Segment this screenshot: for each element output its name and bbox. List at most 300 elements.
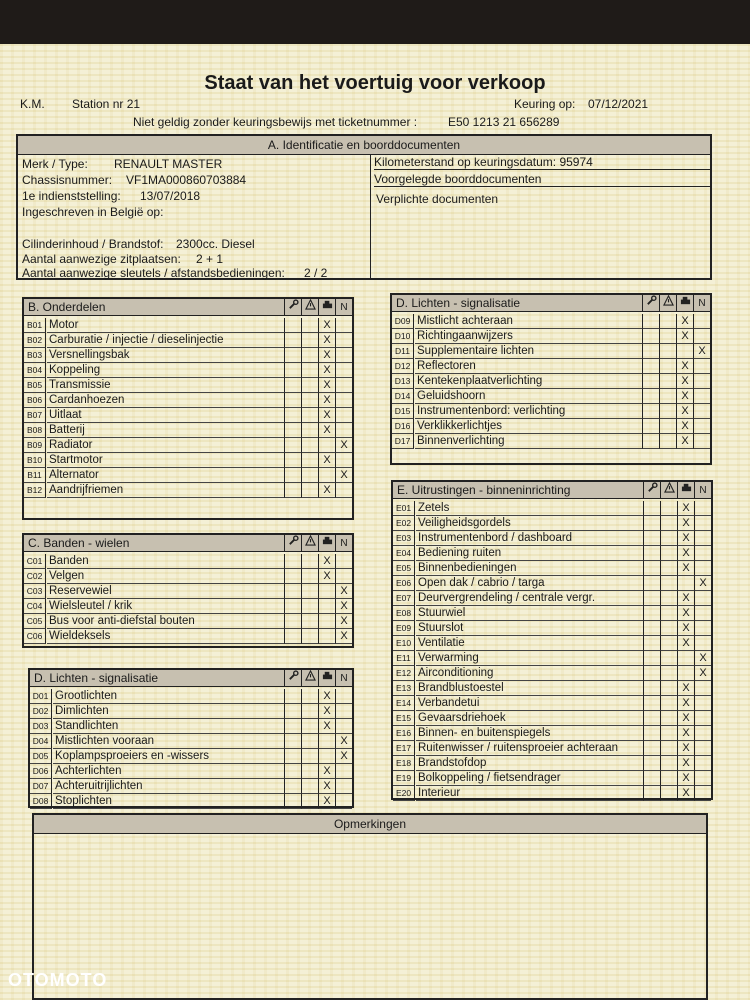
check-cell bbox=[660, 726, 677, 741]
row-code: D11 bbox=[392, 344, 414, 359]
check-cell bbox=[284, 704, 301, 719]
indienst-value: 13/07/2018 bbox=[140, 189, 201, 203]
check-cell: X bbox=[318, 554, 335, 569]
check-cell bbox=[660, 786, 677, 801]
checklist-row bbox=[392, 344, 710, 359]
checklist-row bbox=[393, 696, 711, 711]
row-label: Transmissie bbox=[47, 378, 284, 393]
check-cell bbox=[318, 734, 335, 749]
background-strip bbox=[0, 0, 750, 48]
check-cell bbox=[335, 378, 352, 393]
row-code: D06 bbox=[30, 764, 52, 779]
check-cell bbox=[660, 651, 677, 666]
check-cell bbox=[335, 689, 352, 704]
check-cell bbox=[301, 408, 318, 423]
row-code: D13 bbox=[392, 374, 414, 389]
check-cell: X bbox=[318, 719, 335, 734]
row-label: Batterij bbox=[47, 423, 284, 438]
row-code: D12 bbox=[392, 359, 414, 374]
row-label: Carburatie / injectie / dieselinjectie bbox=[47, 333, 284, 348]
row-label: Zetels bbox=[416, 501, 643, 516]
row-code: E10 bbox=[393, 636, 415, 651]
check-cell bbox=[643, 786, 660, 801]
section-a bbox=[16, 134, 712, 280]
checklist-row bbox=[393, 726, 711, 741]
check-cell bbox=[694, 561, 711, 576]
checklist-row bbox=[24, 438, 352, 453]
row-label: Alternator bbox=[47, 468, 284, 483]
check-cell bbox=[301, 719, 318, 734]
row-code: B06 bbox=[24, 393, 46, 408]
check-cell bbox=[659, 434, 676, 449]
check-cell bbox=[694, 591, 711, 606]
check-cell bbox=[335, 794, 352, 809]
km-field-label: Kilometerstand op keuringsdatum: bbox=[374, 155, 557, 169]
row-label: Radiator bbox=[47, 438, 284, 453]
row-label: Bediening ruiten bbox=[416, 546, 643, 561]
row-code: B03 bbox=[24, 348, 46, 363]
check-cell bbox=[660, 696, 677, 711]
check-cell bbox=[660, 561, 677, 576]
warning-icon bbox=[301, 670, 318, 687]
check-cell bbox=[301, 764, 318, 779]
row-code: B10 bbox=[24, 453, 46, 468]
checklist-row bbox=[24, 599, 352, 614]
check-cell bbox=[643, 711, 660, 726]
check-cell bbox=[642, 389, 659, 404]
wrench-icon bbox=[284, 670, 301, 687]
check-cell bbox=[643, 606, 660, 621]
check-cell bbox=[301, 794, 318, 809]
check-cell bbox=[284, 629, 301, 644]
row-label: Reflectoren bbox=[415, 359, 642, 374]
wrench-icon bbox=[643, 482, 660, 499]
checklist-row bbox=[393, 561, 711, 576]
row-label: Mistlicht achteraan bbox=[415, 314, 642, 329]
wrench-icon bbox=[284, 535, 301, 552]
check-cell bbox=[660, 516, 677, 531]
voorgelegde-label: Voorgelegde boorddocumenten bbox=[374, 172, 710, 187]
row-code: B01 bbox=[24, 318, 46, 333]
check-cell bbox=[642, 434, 659, 449]
checklist-row bbox=[24, 453, 352, 468]
checklist-row bbox=[24, 348, 352, 363]
check-cell bbox=[284, 719, 301, 734]
checklist-row bbox=[392, 389, 710, 404]
row-label: Standlichten bbox=[53, 719, 284, 734]
checklist-row bbox=[392, 314, 710, 329]
check-cell bbox=[284, 333, 301, 348]
row-label: Banden bbox=[47, 554, 284, 569]
check-cell bbox=[659, 359, 676, 374]
check-cell bbox=[660, 531, 677, 546]
row-code: D08 bbox=[30, 794, 52, 809]
row-label: Dimlichten bbox=[53, 704, 284, 719]
check-cell bbox=[318, 584, 335, 599]
row-code: E16 bbox=[393, 726, 415, 741]
check-cell bbox=[643, 621, 660, 636]
check-cell: X bbox=[677, 501, 694, 516]
check-cell: X bbox=[335, 438, 352, 453]
checklist-row bbox=[30, 719, 352, 734]
check-cell: X bbox=[677, 516, 694, 531]
checklist-row bbox=[30, 779, 352, 794]
keuring-date: 07/12/2021 bbox=[588, 97, 649, 111]
opmerkingen-box bbox=[32, 813, 708, 1000]
row-label: Stuurwiel bbox=[416, 606, 643, 621]
checklist-row bbox=[30, 764, 352, 779]
km-label: K.M. bbox=[20, 97, 45, 111]
row-code: E13 bbox=[393, 681, 415, 696]
check-cell bbox=[693, 404, 710, 419]
row-label: Grootlichten bbox=[53, 689, 284, 704]
row-code: E05 bbox=[393, 561, 415, 576]
check-cell bbox=[335, 408, 352, 423]
row-label: Ventilatie bbox=[416, 636, 643, 651]
check-cell bbox=[694, 546, 711, 561]
row-code: D14 bbox=[392, 389, 414, 404]
check-cell bbox=[693, 434, 710, 449]
row-label: Kentekenplaatverlichting bbox=[415, 374, 642, 389]
checklist-row bbox=[393, 531, 711, 546]
cilinder-value: 2300cc. Diesel bbox=[176, 237, 255, 251]
check-cell bbox=[643, 681, 660, 696]
check-cell bbox=[694, 711, 711, 726]
car-part-icon bbox=[318, 670, 335, 687]
verplichte-label: Verplichte documenten bbox=[376, 192, 499, 206]
row-code: D17 bbox=[392, 434, 414, 449]
row-code: D03 bbox=[30, 719, 52, 734]
row-label: Mistlichten vooraan bbox=[53, 734, 284, 749]
check-cell: X bbox=[318, 348, 335, 363]
checklist-row bbox=[393, 546, 711, 561]
check-cell: X bbox=[318, 794, 335, 809]
row-code: D15 bbox=[392, 404, 414, 419]
check-cell: X bbox=[677, 531, 694, 546]
check-cell: X bbox=[318, 483, 335, 498]
check-cell bbox=[643, 561, 660, 576]
check-cell: X bbox=[677, 606, 694, 621]
row-label: Stoplichten bbox=[53, 794, 284, 809]
check-cell bbox=[318, 599, 335, 614]
row-code: B05 bbox=[24, 378, 46, 393]
checklist-row bbox=[392, 359, 710, 374]
check-cell bbox=[694, 741, 711, 756]
check-cell bbox=[660, 501, 677, 516]
row-label: Uitlaat bbox=[47, 408, 284, 423]
check-cell: X bbox=[677, 546, 694, 561]
row-code: E04 bbox=[393, 546, 415, 561]
check-cell bbox=[642, 404, 659, 419]
check-cell bbox=[677, 651, 694, 666]
row-code: E11 bbox=[393, 651, 415, 666]
check-cell: X bbox=[335, 599, 352, 614]
check-cell bbox=[659, 314, 676, 329]
check-cell: X bbox=[677, 681, 694, 696]
row-code: E19 bbox=[393, 771, 415, 786]
check-cell bbox=[301, 614, 318, 629]
check-cell bbox=[284, 423, 301, 438]
checklist-row bbox=[24, 629, 352, 644]
check-cell: X bbox=[335, 584, 352, 599]
row-label: Verbandetui bbox=[416, 696, 643, 711]
check-cell: X bbox=[677, 786, 694, 801]
check-cell bbox=[301, 704, 318, 719]
check-cell: X bbox=[676, 374, 693, 389]
row-label: Achteruitrijlichten bbox=[53, 779, 284, 794]
checklist-row bbox=[30, 689, 352, 704]
section-b bbox=[22, 297, 354, 520]
km-field bbox=[374, 155, 710, 170]
row-code: D02 bbox=[30, 704, 52, 719]
check-cell bbox=[643, 546, 660, 561]
checklist-row bbox=[393, 666, 711, 681]
check-cell bbox=[301, 468, 318, 483]
check-cell bbox=[643, 516, 660, 531]
checklist-row bbox=[24, 318, 352, 333]
row-label: Binnenverlichting bbox=[415, 434, 642, 449]
check-cell bbox=[660, 756, 677, 771]
check-cell bbox=[694, 786, 711, 801]
row-code: D09 bbox=[392, 314, 414, 329]
row-label: Richtingaanwijzers bbox=[415, 329, 642, 344]
check-cell bbox=[659, 389, 676, 404]
row-code: B07 bbox=[24, 408, 46, 423]
row-label: Koppeling bbox=[47, 363, 284, 378]
col-n-header: N bbox=[694, 482, 711, 499]
row-label: Instrumentenbord / dashboard bbox=[416, 531, 643, 546]
check-cell bbox=[693, 374, 710, 389]
keuring-label: Keuring op: bbox=[514, 97, 576, 111]
check-cell: X bbox=[335, 734, 352, 749]
check-cell bbox=[660, 546, 677, 561]
check-cell bbox=[284, 584, 301, 599]
checklist-row bbox=[393, 516, 711, 531]
section-a-title: A. Identificatie en boorddocumenten bbox=[18, 136, 710, 155]
row-code: E07 bbox=[393, 591, 415, 606]
row-label: Reservewiel bbox=[47, 584, 284, 599]
check-cell bbox=[284, 348, 301, 363]
checklist-row bbox=[392, 404, 710, 419]
checklist-row bbox=[393, 786, 711, 801]
row-label: Verwarming bbox=[416, 651, 643, 666]
check-cell: X bbox=[318, 704, 335, 719]
row-code: B04 bbox=[24, 363, 46, 378]
check-cell bbox=[301, 393, 318, 408]
col-n-header: N bbox=[335, 670, 352, 687]
check-cell bbox=[284, 689, 301, 704]
check-cell bbox=[677, 576, 694, 591]
check-cell bbox=[335, 318, 352, 333]
row-code: E18 bbox=[393, 756, 415, 771]
check-cell bbox=[301, 318, 318, 333]
check-cell: X bbox=[676, 404, 693, 419]
check-cell bbox=[642, 359, 659, 374]
check-cell bbox=[284, 569, 301, 584]
row-code: C06 bbox=[24, 629, 46, 644]
check-cell bbox=[284, 408, 301, 423]
check-cell bbox=[643, 666, 660, 681]
row-label: Open dak / cabrio / targa bbox=[416, 576, 643, 591]
row-code: E12 bbox=[393, 666, 415, 681]
check-cell: X bbox=[318, 764, 335, 779]
section-title: D. Lichten - signalisatie bbox=[30, 670, 284, 687]
check-cell bbox=[301, 569, 318, 584]
check-cell bbox=[301, 599, 318, 614]
check-cell bbox=[693, 389, 710, 404]
check-cell: X bbox=[676, 434, 693, 449]
check-cell bbox=[660, 666, 677, 681]
section-c bbox=[22, 533, 354, 648]
checklist-row bbox=[30, 704, 352, 719]
check-cell bbox=[284, 393, 301, 408]
check-cell: X bbox=[676, 419, 693, 434]
checklist-row bbox=[24, 408, 352, 423]
ingeschreven-label: Ingeschreven in België op: bbox=[22, 205, 164, 219]
sleutels-value: 2 / 2 bbox=[304, 266, 328, 280]
check-cell: X bbox=[335, 468, 352, 483]
check-cell bbox=[301, 483, 318, 498]
check-cell bbox=[693, 419, 710, 434]
cilinder-label: Cilinderinhoud / Brandstof: bbox=[22, 237, 164, 251]
check-cell: X bbox=[693, 344, 710, 359]
row-code: D07 bbox=[30, 779, 52, 794]
sleutels-label: Aantal aanwezige sleutels / afstandsbedieningen: bbox=[22, 266, 285, 280]
check-cell bbox=[301, 629, 318, 644]
page-title: Staat van het voertuig voor verkoop bbox=[204, 72, 546, 94]
row-label: Geluidshoorn bbox=[415, 389, 642, 404]
check-cell: X bbox=[677, 636, 694, 651]
check-cell bbox=[694, 696, 711, 711]
checklist-row bbox=[24, 423, 352, 438]
check-cell: X bbox=[677, 771, 694, 786]
check-cell bbox=[335, 393, 352, 408]
section-d-left bbox=[28, 668, 354, 808]
check-cell bbox=[318, 749, 335, 764]
warning-icon bbox=[659, 295, 676, 312]
row-code: B08 bbox=[24, 423, 46, 438]
checklist-row bbox=[393, 651, 711, 666]
station-label: Station nr 21 bbox=[72, 97, 141, 111]
row-code: B12 bbox=[24, 483, 46, 498]
check-cell bbox=[335, 779, 352, 794]
check-cell bbox=[660, 741, 677, 756]
otomoto-watermark: OTOMOTO bbox=[8, 970, 108, 990]
check-cell: X bbox=[677, 696, 694, 711]
row-label: Interieur bbox=[416, 786, 643, 801]
check-cell bbox=[643, 696, 660, 711]
row-code: E02 bbox=[393, 516, 415, 531]
row-label: Versnellingsbak bbox=[47, 348, 284, 363]
check-cell bbox=[643, 756, 660, 771]
check-cell bbox=[318, 614, 335, 629]
check-cell: X bbox=[318, 408, 335, 423]
row-label: Veiligheidsgordels bbox=[416, 516, 643, 531]
checklist-row bbox=[392, 434, 710, 449]
row-label: Wieldeksels bbox=[47, 629, 284, 644]
check-cell bbox=[301, 689, 318, 704]
row-label: Koplampsproeiers en -wissers bbox=[53, 749, 284, 764]
warning-icon bbox=[301, 535, 318, 552]
row-label: Stuurslot bbox=[416, 621, 643, 636]
check-cell bbox=[660, 681, 677, 696]
zitplaatsen-label: Aantal aanwezige zitplaatsen: bbox=[22, 252, 181, 266]
check-cell bbox=[284, 794, 301, 809]
check-cell bbox=[643, 576, 660, 591]
check-cell: X bbox=[677, 741, 694, 756]
check-cell bbox=[643, 741, 660, 756]
checklist-row bbox=[24, 378, 352, 393]
check-cell bbox=[335, 483, 352, 498]
check-cell bbox=[284, 764, 301, 779]
row-label: Deurvergrendeling / centrale vergr. bbox=[416, 591, 643, 606]
wrench-icon bbox=[284, 299, 301, 316]
check-cell bbox=[694, 756, 711, 771]
car-part-icon bbox=[318, 535, 335, 552]
check-cell bbox=[643, 531, 660, 546]
row-code: C03 bbox=[24, 584, 46, 599]
check-cell bbox=[660, 621, 677, 636]
row-label: Bus voor anti-diefstal bouten bbox=[47, 614, 284, 629]
indienst-label: 1e indienststelling: bbox=[22, 189, 121, 203]
row-code: C04 bbox=[24, 599, 46, 614]
row-code: E14 bbox=[393, 696, 415, 711]
row-code: C02 bbox=[24, 569, 46, 584]
check-cell bbox=[659, 374, 676, 389]
check-cell: X bbox=[694, 651, 711, 666]
chassis-label: Chassisnummer: bbox=[22, 173, 113, 187]
section-title: B. Onderdelen bbox=[24, 299, 284, 316]
km-field-value: 95974 bbox=[559, 155, 593, 169]
check-cell bbox=[642, 344, 659, 359]
wrench-icon bbox=[642, 295, 659, 312]
warning-icon bbox=[660, 482, 677, 499]
check-cell bbox=[284, 614, 301, 629]
checklist-row bbox=[393, 711, 711, 726]
opmerkingen-title: Opmerkingen bbox=[34, 815, 706, 834]
check-cell bbox=[643, 651, 660, 666]
row-code: E06 bbox=[393, 576, 415, 591]
checklist-row bbox=[393, 606, 711, 621]
check-cell: X bbox=[694, 666, 711, 681]
check-cell: X bbox=[677, 561, 694, 576]
col-n-header: N bbox=[693, 295, 710, 312]
check-cell bbox=[660, 711, 677, 726]
check-cell bbox=[301, 423, 318, 438]
check-cell bbox=[301, 779, 318, 794]
check-cell bbox=[284, 378, 301, 393]
check-cell bbox=[284, 318, 301, 333]
row-code: E15 bbox=[393, 711, 415, 726]
check-cell: X bbox=[318, 453, 335, 468]
checklist-row bbox=[393, 501, 711, 516]
section-title: C. Banden - wielen bbox=[24, 535, 284, 552]
row-label: Bolkoppeling / fietsendrager bbox=[416, 771, 643, 786]
check-cell: X bbox=[677, 621, 694, 636]
check-cell: X bbox=[318, 318, 335, 333]
check-cell: X bbox=[318, 333, 335, 348]
check-cell bbox=[642, 314, 659, 329]
check-cell bbox=[284, 438, 301, 453]
check-cell bbox=[301, 734, 318, 749]
section-title: E. Uitrustingen - binneninrichting bbox=[393, 482, 643, 499]
check-cell bbox=[643, 591, 660, 606]
check-cell bbox=[284, 749, 301, 764]
check-cell bbox=[301, 438, 318, 453]
check-cell: X bbox=[677, 591, 694, 606]
check-cell bbox=[693, 314, 710, 329]
row-label: Verklikkerlichtjes bbox=[415, 419, 642, 434]
